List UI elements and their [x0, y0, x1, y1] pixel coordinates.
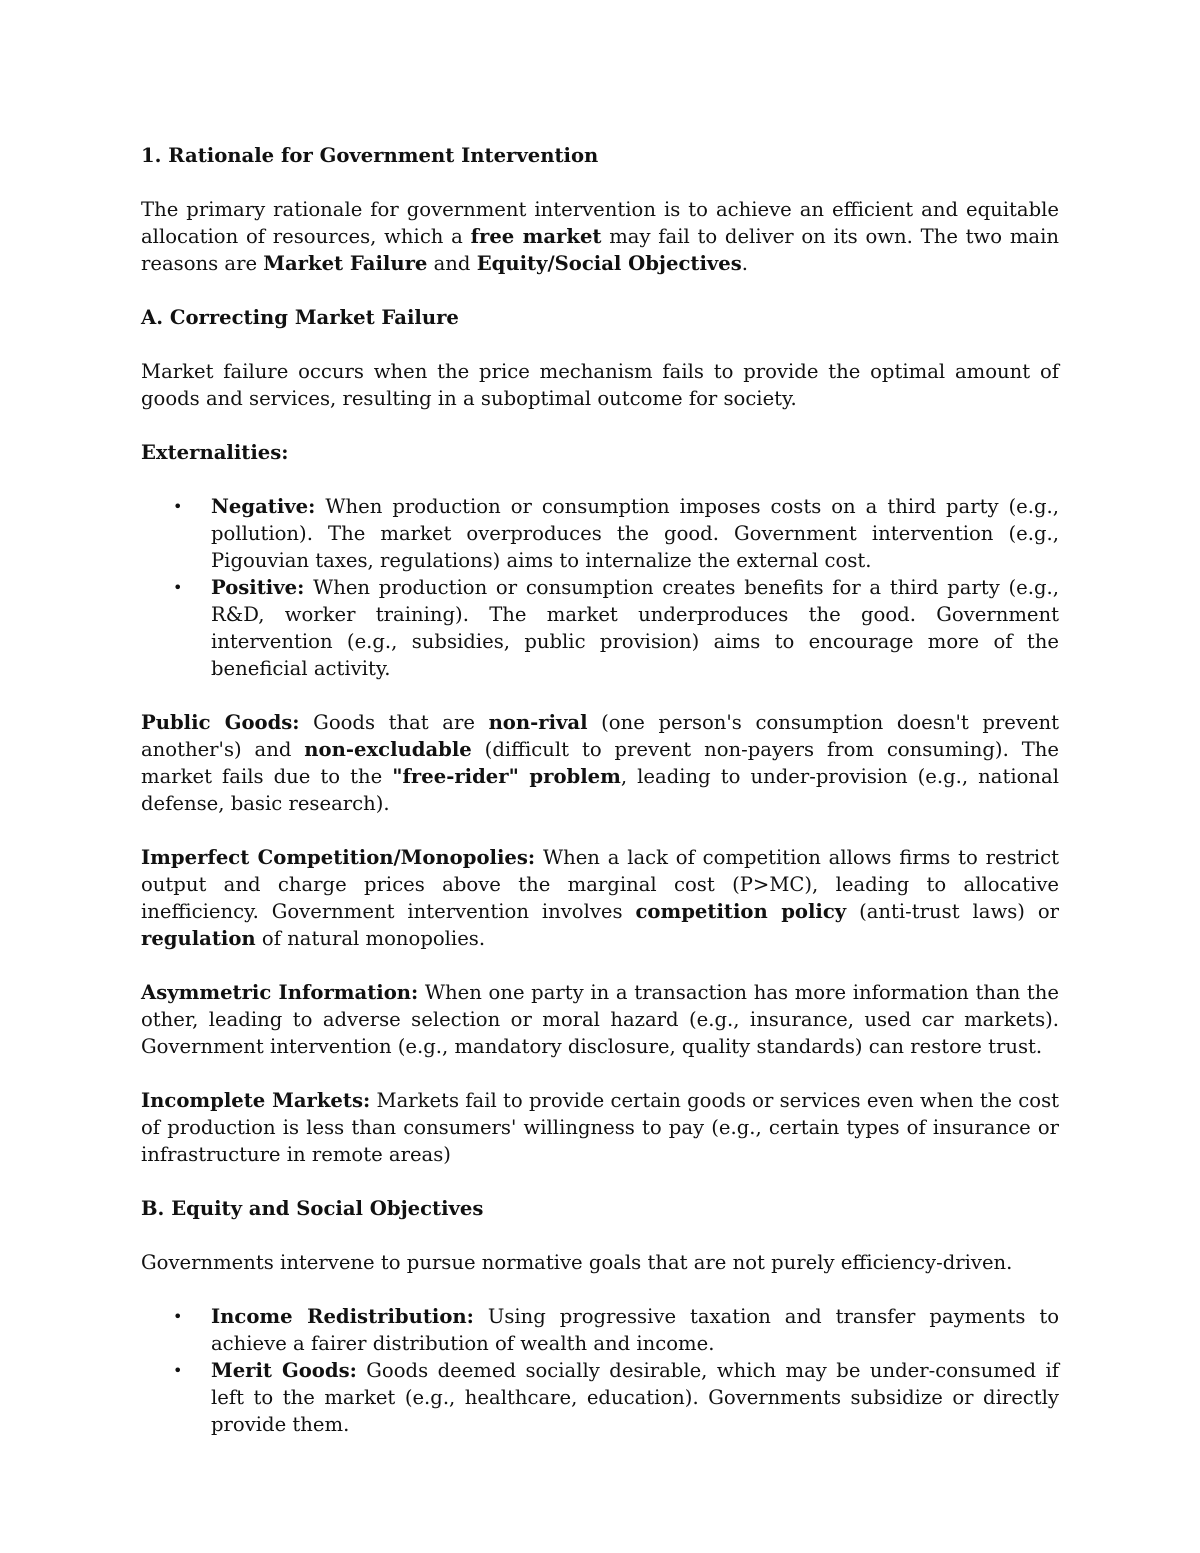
bullet-icon: •: [173, 1307, 183, 1326]
equity-paragraph: Governments intervene to pursue normative goals that are not purely efficiency-driven.: [141, 1251, 1013, 1274]
term-equity-social: Equity/Social Objectives: [476, 252, 742, 275]
document-page: [141, 142, 1059, 1438]
intro-paragraph: The primary rationale for government intervention is to achieve an efficient and equitable allocation of resources, which a free market may fail to deliver on its own. The two main reasons are Market Failure and Equity/Social Objectives.: [141, 198, 1059, 275]
bullet-icon: •: [173, 497, 183, 516]
public-goods-paragraph: Public Goods: Goods that are non-rival (one person's consumption doesn't prevent another's) and non-excludable (difficult to prevent non-payers from consuming). The market fails due to the "free-rider" problem, leading to under-provision (e.g., national defense, basic research).: [141, 711, 1059, 815]
term-free-market: free market: [470, 225, 602, 248]
list-item-merit-goods: • Merit Goods: Goods deemed socially desirable, which may be under-consumed if left to the market (e.g., healthcare, education). Governments subsidize or directly provide them.: [173, 1359, 1059, 1436]
bullet-icon: •: [173, 1361, 183, 1380]
externalities-heading: Externalities:: [141, 441, 289, 464]
section-a-heading: A. Correcting Market Failure: [141, 306, 459, 329]
imperfect-competition-paragraph: Imperfect Competition/Monopolies: When a lack of competition allows firms to restrict output and charge prices above the marginal cost (P>MC), leading to allocative inefficiency. Government intervention involves competition policy (anti-trust laws) or regulation of natural monopolies.: [141, 846, 1059, 950]
externalities-list: [141, 493, 1059, 682]
incomplete-markets-paragraph: Incomplete Markets: Markets fail to provide certain goods or services even when the cost of production is less than consumers' willingness to pay (e.g., certain types of insurance or infrastructure in remote areas): [141, 1089, 1059, 1166]
section-b-heading: B. Equity and Social Objectives: [141, 1197, 484, 1220]
bullet-icon: •: [173, 578, 183, 597]
list-item-negative: • Negative: When production or consumption imposes costs on a third party (e.g., pollution). The market overproduces the good. Government intervention (e.g., Pigouvian taxes, regulations) aims to internalize the external cost.: [173, 495, 1059, 572]
list-item-income-redistribution: • Income Redistribution: Using progressive taxation and transfer payments to achieve a fairer distribution of wealth and income.: [173, 1305, 1059, 1355]
asymmetric-information-paragraph: Asymmetric Information: When one party in a transaction has more information than the other, leading to adverse selection or moral hazard (e.g., insurance, used car markets). Government intervention (e.g., mandatory disclosure, quality standards) can restore trust.: [141, 981, 1059, 1058]
list-item-positive: • Positive: When production or consumption creates benefits for a third party (e.g., R&D, worker training). The market underproduces the good. Government intervention (e.g., subsidies, public provision) aims to encourage more of the beneficial activity.: [173, 576, 1059, 680]
equity-list: [141, 1303, 1059, 1438]
document-title: 1. Rationale for Government Intervention: [141, 144, 599, 167]
term-market-failure: Market Failure: [263, 252, 428, 275]
market-failure-paragraph: Market failure occurs when the price mechanism fails to provide the optimal amount of goods and services, resulting in a suboptimal outcome for society.: [141, 360, 1059, 410]
